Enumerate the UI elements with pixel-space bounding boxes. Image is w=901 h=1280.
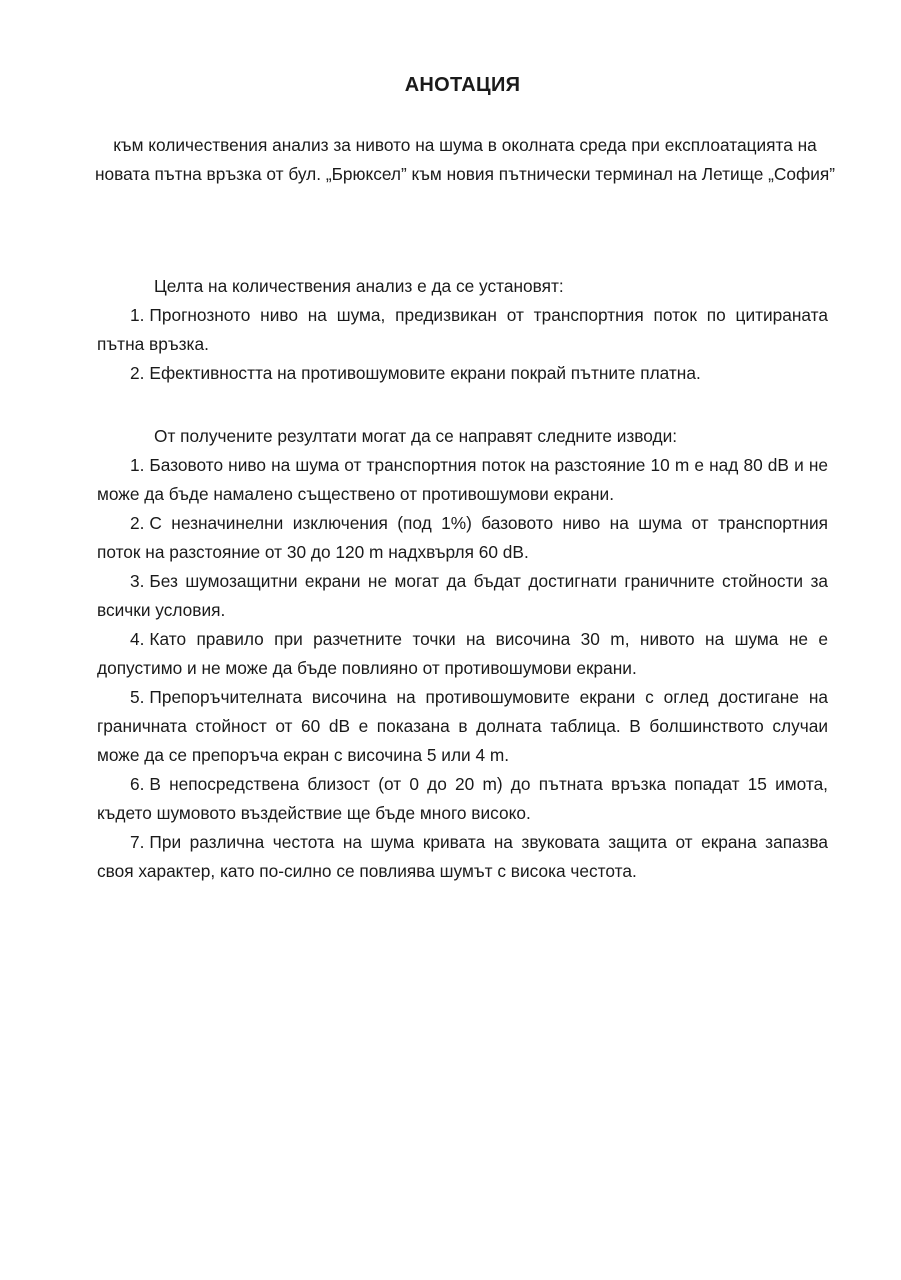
goal-text: Прогнозното ниво на шума, предизвикан от транспортния поток по цитираната пътна връзка. <box>97 305 828 354</box>
goal-text: Ефективността на противошумовите екрани покрай пътните платна. <box>149 363 701 383</box>
conclusion-number: 2. <box>130 513 145 533</box>
goal-item-2 <box>97 359 828 388</box>
conclusion-text: Базовото ниво на шума от транспортния поток на разстояние 10 m е над 80 dB и не може да бъде намалено съществено от противошумови екрани. <box>97 455 828 504</box>
conclusion-text: Без шумозащитни екрани не могат да бъдат достигнати граничните стойности за всички условия. <box>97 571 828 620</box>
conclusion-item-7 <box>97 828 828 886</box>
conclusion-text: В непосредствена близост (от 0 до 20 m) до пътната връзка попадат 15 имота, където шумовото въздействие ще бъде много високо. <box>97 774 828 823</box>
conclusions-list <box>97 451 828 886</box>
conclusion-number: 7. <box>130 832 145 852</box>
conclusion-item-2 <box>97 509 828 567</box>
section-gap <box>97 388 828 422</box>
conclusion-number: 4. <box>130 629 145 649</box>
conclusion-item-6 <box>97 770 828 828</box>
conclusion-number: 3. <box>130 571 145 591</box>
document-body <box>97 272 828 886</box>
document-subtitle: към количествения анализ за нивото на шума в околната среда при експлоатацията на новата пътна връзка от бул. „Брюксел” към новия пътнически терминал на Летище „София” <box>95 135 835 184</box>
conclusion-number: 6. <box>130 774 145 794</box>
conclusion-item-3 <box>97 567 828 625</box>
conclusion-text: При различна честота на шума кривата на звуковата защита от екрана запазва своя характер, като по-силно се повлиява шумът с висока честота. <box>97 832 828 881</box>
goal-item-1 <box>97 301 828 359</box>
goal-number: 2. <box>130 363 145 383</box>
conclusion-item-4 <box>97 625 828 683</box>
conclusion-item-1 <box>97 451 828 509</box>
conclusion-number: 5. <box>130 687 145 707</box>
goal-number: 1. <box>130 305 145 325</box>
conclusion-text: Препоръчителната височина на противошумовите екрани с оглед достигане на граничната стойност от 60 dB е показана в долната таблица. В болшинството случаи може да се препоръча екран с височина 5 или 4 m. <box>97 687 828 765</box>
conclusion-item-5 <box>97 683 828 770</box>
conclusion-text: С незначинелни изключения (под 1%) базовото ниво на шума от транспортния поток на разстояние от 30 до 120 m надхвърля 60 dB. <box>97 513 828 562</box>
conclusion-number: 1. <box>130 455 145 475</box>
goals-intro: Целта на количествения анализ е да се установят: <box>154 276 564 296</box>
conclusion-text: Като правило при разчетните точки на височина 30 m, нивото на шума не е допустимо и не може да бъде повлияно от противошумови екрани. <box>97 629 828 678</box>
conclusions-intro: От получените резултати могат да се направят следните изводи: <box>154 426 678 446</box>
document-title: АНОТАЦИЯ <box>404 74 521 96</box>
goals-list <box>97 301 828 388</box>
